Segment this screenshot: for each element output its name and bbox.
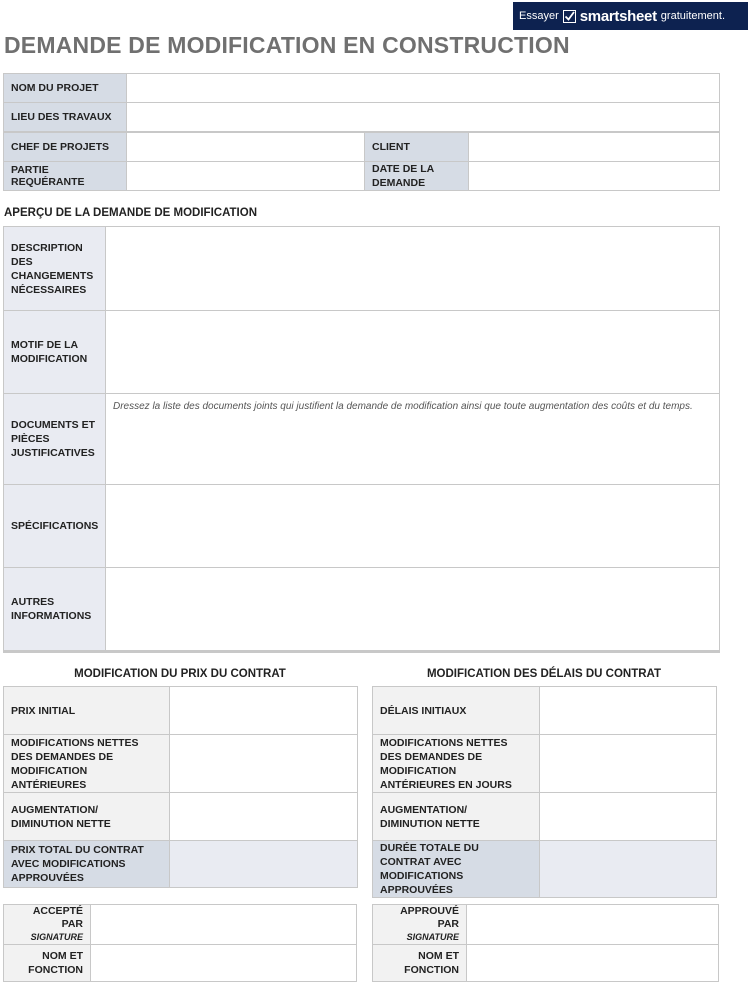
- overview-section-title: APERÇU DE LA DEMANDE DE MODIFICATION: [4, 207, 257, 219]
- price-table: [3, 686, 358, 888]
- specifications-label: SPÉCIFICATIONS: [4, 485, 106, 568]
- project-manager-field[interactable]: [127, 133, 365, 162]
- accepted-by-text: ACCEPTÉ PAR: [32, 905, 83, 930]
- reason-field[interactable]: [106, 311, 720, 394]
- other-info-label: AUTRES INFORMATIONS: [4, 568, 106, 652]
- initial-price-label: PRIX INITIAL: [4, 687, 170, 735]
- client-field[interactable]: [469, 133, 720, 162]
- request-date-field[interactable]: [469, 162, 720, 191]
- total-duration-field[interactable]: [540, 841, 717, 898]
- approved-name-title-label: NOM ET FONCTION: [373, 945, 467, 982]
- overview-table: [3, 226, 720, 653]
- project-manager-label: CHEF DE PROJETS: [4, 133, 127, 162]
- project-contacts-table: [3, 132, 720, 191]
- smartsheet-banner[interactable]: [513, 2, 748, 30]
- banner-prefix: Essayer: [519, 10, 559, 22]
- project-name-field[interactable]: [127, 74, 720, 103]
- banner-brand: smartsheet: [579, 7, 657, 25]
- accepted-name-title-label: NOM ET FONCTION: [4, 945, 91, 982]
- delays-net-changes-label: MODIFICATIONS NETTES DES DEMANDES DE MODIFICATION ANTÉRIEURES EN JOURS: [373, 735, 540, 793]
- requesting-party-label: PARTIE REQUÉRANTE: [4, 162, 127, 191]
- project-name-label: NOM DU PROJET: [4, 74, 127, 103]
- page-title: DEMANDE DE MODIFICATION EN CONSTRUCTION: [4, 32, 570, 58]
- initial-delays-field[interactable]: [540, 687, 717, 735]
- accepted-by-table: [3, 904, 357, 982]
- price-net-changes-field[interactable]: [170, 735, 358, 793]
- approved-signature-field[interactable]: [467, 905, 719, 945]
- total-duration-label: DURÉE TOTALE DU CONTRAT AVEC MODIFICATIONS APPROUVÉES: [373, 841, 540, 898]
- approved-by-table: [372, 904, 719, 982]
- accepted-name-title-field[interactable]: [91, 945, 357, 982]
- specifications-field[interactable]: [106, 485, 720, 568]
- requesting-party-field[interactable]: [127, 162, 365, 191]
- work-location-field[interactable]: [127, 103, 720, 132]
- description-label: DESCRIPTION DES CHANGEMENTS NÉCESSAIRES: [4, 227, 106, 311]
- work-location-label: LIEU DES TRAVAUX: [4, 103, 127, 132]
- approved-name-title-field[interactable]: [467, 945, 719, 982]
- accepted-signature-label: SIGNATURE: [30, 932, 83, 942]
- price-net-adjustment-field[interactable]: [170, 793, 358, 841]
- delays-table: [372, 686, 717, 898]
- project-info-table: [3, 73, 720, 132]
- delays-net-adjustment-label: AUGMENTATION/ DIMINUTION NETTE: [373, 793, 540, 841]
- delays-section-title: MODIFICATION DES DÉLAIS DU CONTRAT: [426, 668, 662, 680]
- approved-by-text: APPROUVÉ PAR: [400, 905, 459, 930]
- accepted-signature-field[interactable]: [91, 905, 357, 945]
- documents-field[interactable]: Dressez la liste des documents joints qui justifient la demande de modification ainsi que toute augmentation des coûts et du temps.: [106, 394, 720, 485]
- approved-by-label: [373, 905, 467, 945]
- price-section-title: MODIFICATION DU PRIX DU CONTRAT: [74, 668, 286, 680]
- total-price-label: PRIX TOTAL DU CONTRAT AVEC MODIFICATIONS APPROUVÉES: [4, 841, 170, 888]
- accepted-by-label: [4, 905, 91, 945]
- delays-net-changes-field[interactable]: [540, 735, 717, 793]
- reason-label: MOTIF DE LA MODIFICATION: [4, 311, 106, 394]
- price-net-adjustment-label: AUGMENTATION/ DIMINUTION NETTE: [4, 793, 170, 841]
- documents-label: DOCUMENTS ET PIÈCES JUSTIFICATIVES: [4, 394, 106, 485]
- client-label: CLIENT: [365, 133, 469, 162]
- initial-price-field[interactable]: [170, 687, 358, 735]
- other-info-field[interactable]: [106, 568, 720, 652]
- approved-signature-label: SIGNATURE: [406, 932, 459, 942]
- delays-net-adjustment-field[interactable]: [540, 793, 717, 841]
- banner-suffix: gratuitement.: [660, 10, 725, 22]
- request-date-label: DATE DE LA DEMANDE: [365, 162, 469, 191]
- total-price-field[interactable]: [170, 841, 358, 888]
- initial-delays-label: DÉLAIS INITIAUX: [373, 687, 540, 735]
- smartsheet-check-icon: [563, 10, 576, 23]
- price-net-changes-label: MODIFICATIONS NETTES DES DEMANDES DE MODIFICATION ANTÉRIEURES: [4, 735, 170, 793]
- description-field[interactable]: [106, 227, 720, 311]
